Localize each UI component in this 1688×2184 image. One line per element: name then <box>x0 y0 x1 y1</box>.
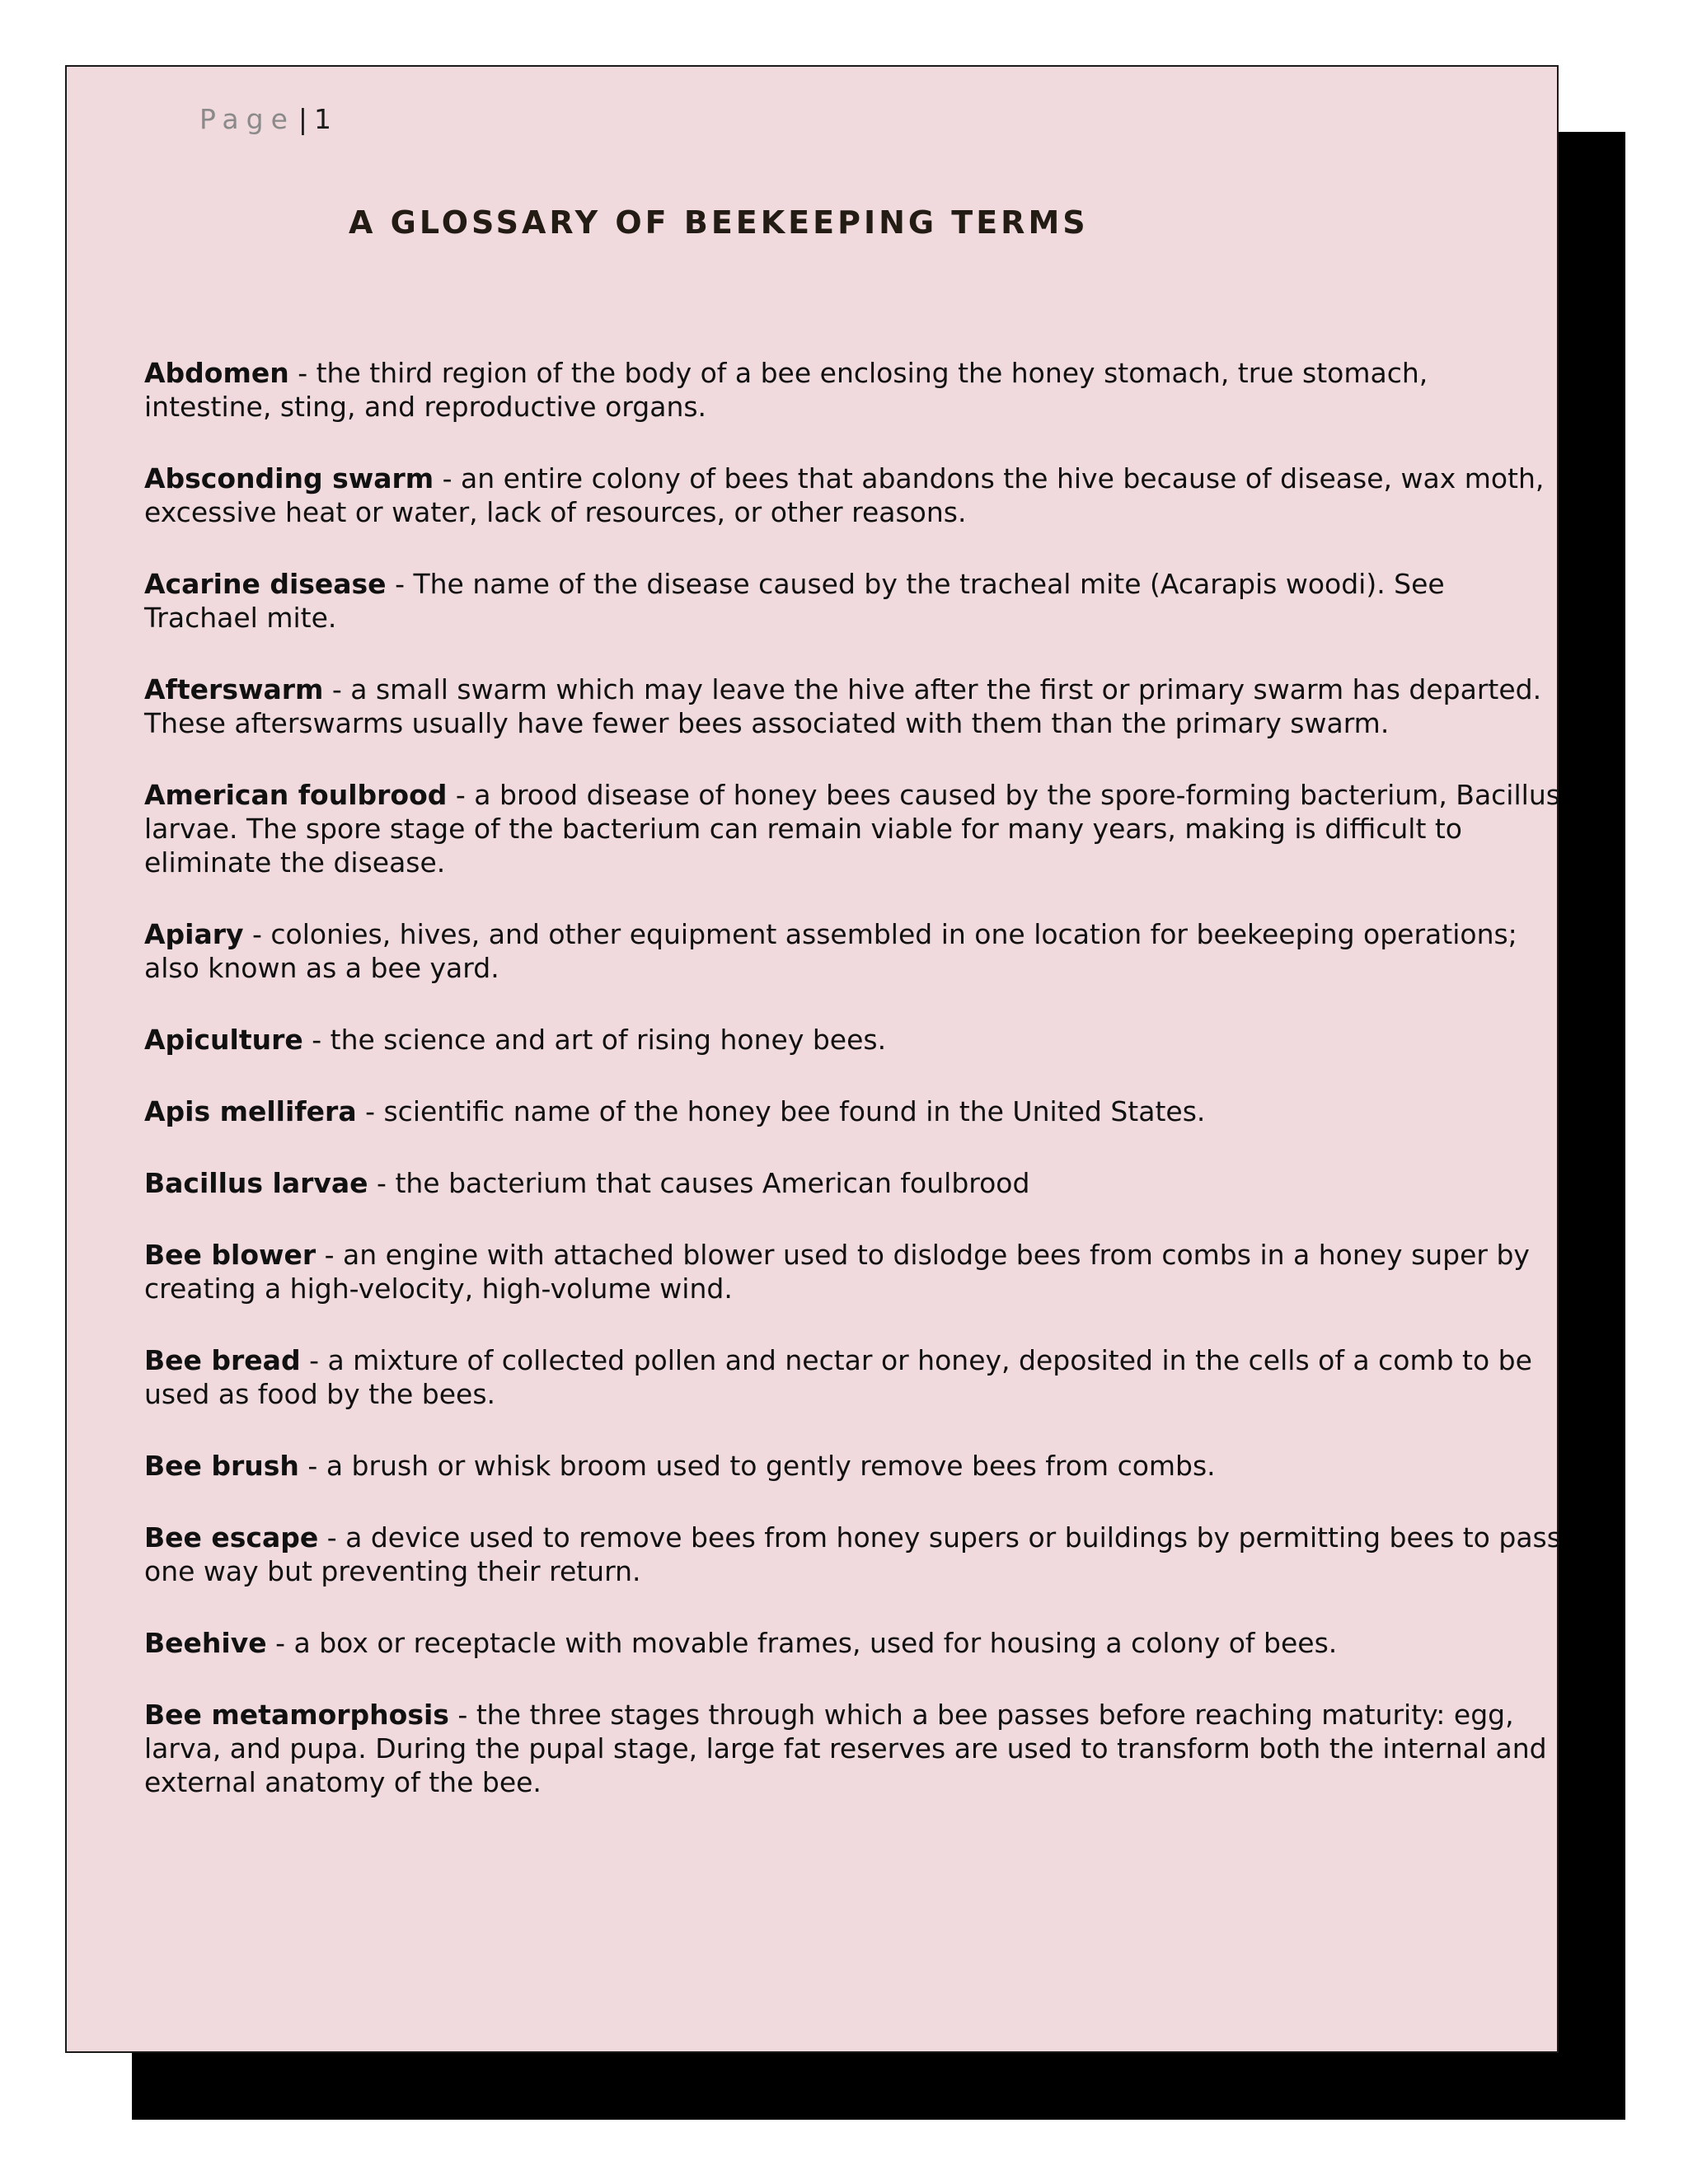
glossary-entry <box>144 1166 1562 1200</box>
glossary-entry <box>144 1626 1562 1660</box>
glossary-entry <box>144 567 1562 635</box>
document-title: A GLOSSARY OF BEEKEEPING TERMS <box>349 204 1089 241</box>
glossary-term: Apis mellifera <box>144 1095 357 1127</box>
page-separator: | <box>298 103 308 135</box>
glossary-term: Acarine disease <box>144 568 387 600</box>
glossary-term: Afterswarm <box>144 673 324 705</box>
glossary-definition: - The name of the disease caused by the tracheal mite (Acarapis woodi). See Trachael mite. <box>144 568 1445 634</box>
glossary-term: Beehive <box>144 1627 267 1659</box>
glossary-entry <box>144 1023 1562 1057</box>
glossary-definition: - an entire colony of bees that abandons the hive because of disease, wax moth, excessive heat or water, lack of resources, or other reasons. <box>144 462 1545 528</box>
glossary-definition: - a mixture of collected pollen and nectar or honey, deposited in the cells of a comb to be used as food by the bees. <box>144 1344 1532 1410</box>
glossary-term: American foulbrood <box>144 779 448 811</box>
glossary-term: Apiculture <box>144 1024 303 1056</box>
glossary-entry <box>144 1094 1562 1128</box>
glossary-term: Bee blower <box>144 1239 316 1271</box>
page-number: 1 <box>314 103 332 135</box>
glossary-term: Bee brush <box>144 1450 299 1482</box>
glossary-term: Apiary <box>144 918 244 950</box>
glossary-definition: - the three stages through which a bee passes before reaching maturity: egg, larva, and pupa. During the pupal stage, large fat reserves are used to transform both the internal and external anatomy of the bee. <box>144 1699 1547 1798</box>
glossary-entry <box>144 673 1562 740</box>
glossary-term: Abdomen <box>144 357 289 389</box>
glossary-entry <box>144 917 1562 985</box>
glossary-definition: - a small swarm which may leave the hive after the first or primary swarm has departed. These afterswarms usually have fewer bees associated with them than the primary swarm. <box>144 673 1542 739</box>
glossary-entry <box>144 1238 1562 1305</box>
glossary-entry <box>144 778 1562 879</box>
glossary-entry <box>144 1343 1562 1411</box>
glossary-entry <box>144 462 1562 529</box>
glossary-entry <box>144 1449 1562 1483</box>
glossary-term: Bee bread <box>144 1344 301 1376</box>
glossary-definition: - a box or receptacle with movable frames, used for housing a colony of bees. <box>266 1627 1338 1659</box>
glossary-definition: - colonies, hives, and other equipment assembled in one location for beekeeping operations; also known as a bee yard. <box>144 918 1517 984</box>
glossary-definition: - an engine with attached blower used to dislodge bees from combs in a honey super by creating a high-velocity, high-volume wind. <box>144 1239 1530 1305</box>
glossary-definition: - the science and art of rising honey bees. <box>302 1024 887 1056</box>
glossary-entry <box>144 1521 1562 1588</box>
glossary-list <box>144 356 1562 1837</box>
page-number-header <box>199 103 331 135</box>
glossary-definition: - scientific name of the honey bee found in the United States. <box>356 1095 1206 1127</box>
glossary-term: Bee escape <box>144 1521 319 1554</box>
glossary-entry <box>144 1698 1562 1799</box>
document-page <box>65 65 1559 2053</box>
glossary-term: Absconding swarm <box>144 462 434 494</box>
glossary-term: Bacillus larvae <box>144 1167 368 1199</box>
glossary-definition: - a brood disease of honey bees caused by the spore-forming bacterium, Bacillus larvae. The spore stage of the bacterium can remain viable for many years, making is difficult to eliminate the disease. <box>144 779 1560 879</box>
glossary-definition: - the bacterium that causes American foulbrood <box>368 1167 1030 1199</box>
glossary-definition: - the third region of the body of a bee enclosing the honey stomach, true stomach, intestine, sting, and reproductive organs. <box>144 357 1428 423</box>
glossary-definition: - a brush or whisk broom used to gently remove bees from combs. <box>298 1450 1216 1482</box>
page-label: Page <box>199 103 295 135</box>
glossary-term: Bee metamorphosis <box>144 1699 449 1731</box>
glossary-entry <box>144 356 1562 424</box>
glossary-definition: - a device used to remove bees from honey supers or buildings by permitting bees to pass one way but preventing their return. <box>144 1521 1561 1587</box>
